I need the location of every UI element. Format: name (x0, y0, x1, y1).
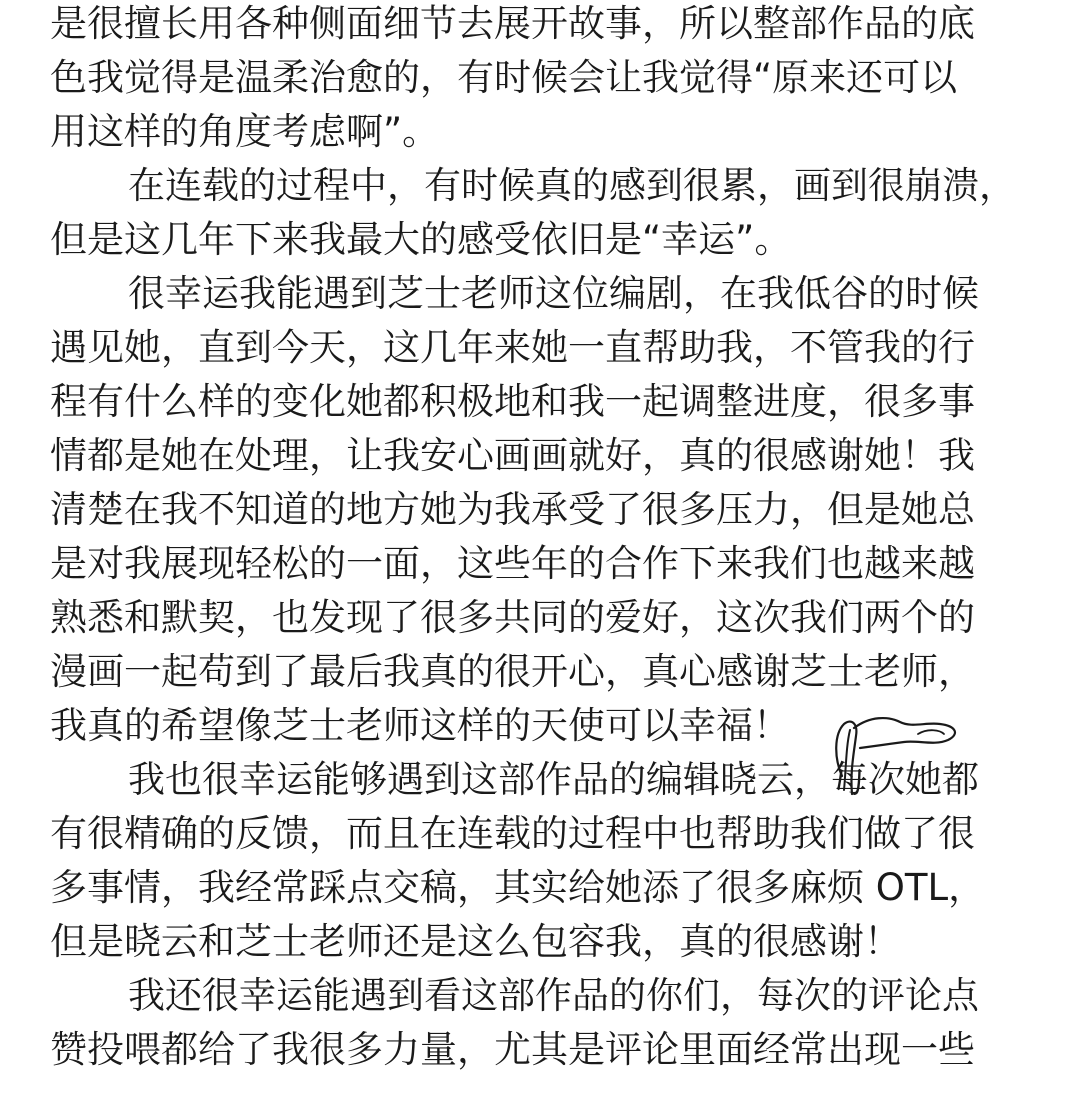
text-line-13: 漫画一起苟到了最后我真的很开心，真心感谢芝士老师， (50, 650, 975, 693)
text-line-16: 有很精确的反馈，而且在连载的过程中也帮助我们做了很 (50, 812, 975, 855)
text-line-2: 色我觉得是温柔治愈的，有时候会让我觉得“原来还可以 (50, 56, 958, 99)
text-line-14: 我真的希望像芝士老师这样的天使可以幸福！ (50, 704, 790, 747)
text-line-11: 是对我展现轻松的一面，这些年的合作下来我们也越来越 (50, 542, 975, 585)
text-line-6: 很幸运我能遇到芝士老师这位编剧，在我低谷的时候 (128, 272, 979, 315)
text-line-19: 我还很幸运能遇到看这部作品的你们，每次的评论点 (128, 974, 979, 1017)
text-line-8: 程有什么样的变化她都积极地和我一起调整进度，很多事 (50, 380, 975, 423)
text-line-9: 情都是她在处理，让我安心画画就好，真的很感谢她！我 (50, 434, 975, 477)
doodle-sketch-icon (830, 706, 962, 806)
text-line-18: 但是晓云和芝士老师还是这么包容我，真的很感谢！ (50, 920, 901, 963)
text-line-17: 多事情，我经常踩点交稿，其实给她添了很多麻烦 OTL， (50, 866, 986, 909)
text-line-15: 我也很幸运能够遇到这部作品的编辑晓云，每次她都 (128, 758, 979, 801)
text-line-7: 遇见她，直到今天，这几年来她一直帮助我，不管我的行 (50, 326, 975, 369)
text-line-1: 是很擅长用各种侧面细节去展开故事，所以整部作品的底 (50, 2, 975, 45)
text-line-20: 赞投喂都给了我很多力量，尤其是评论里面经常出现一些 (50, 1028, 975, 1071)
text-line-10: 清楚在我不知道的地方她为我承受了很多压力，但是她总 (50, 488, 975, 531)
text-line-5: 但是这几年下来我最大的感受依旧是“幸运”。 (50, 218, 792, 261)
text-line-4: 在连载的过程中，有时候真的感到很累，画到很崩溃， (128, 164, 1016, 207)
text-line-12: 熟悉和默契，也发现了很多共同的爱好，这次我们两个的 (50, 596, 975, 639)
text-line-3: 用这样的角度考虑啊”。 (50, 110, 440, 153)
